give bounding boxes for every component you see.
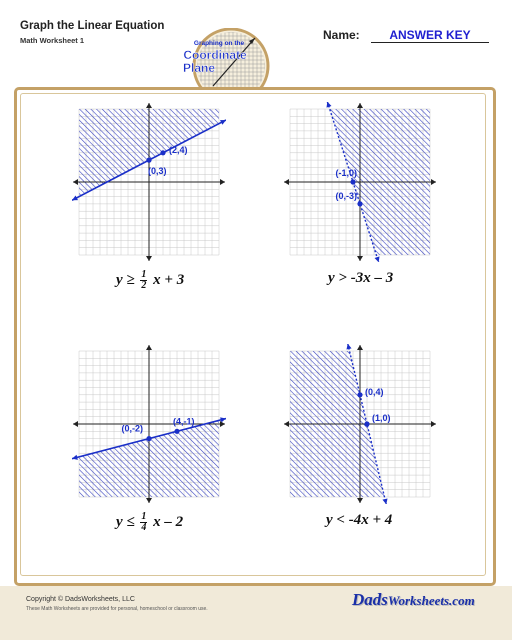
axis-arrow <box>357 256 363 261</box>
line-arrow <box>326 102 331 108</box>
axis-arrow <box>357 103 363 108</box>
equation-rhs: x – 2 <box>153 513 184 530</box>
plotted-point <box>160 150 165 155</box>
logo-line1: Graphing on the <box>193 40 245 47</box>
axis-arrow <box>431 179 436 185</box>
equation-lhs: y ≥ <box>116 271 135 288</box>
equation-fraction <box>140 270 147 291</box>
axis-arrow <box>284 421 289 427</box>
fraction-denominator: 4 <box>141 522 147 533</box>
axis-arrow <box>284 179 289 185</box>
usage-note: These Math Worksheets are provided for personal, homeschool or classroom use. <box>26 606 208 612</box>
axis-arrow <box>220 421 225 427</box>
point-label: (0,4) <box>365 386 384 397</box>
equation-problem-3 <box>116 512 183 533</box>
fraction-denominator: 2 <box>141 280 147 291</box>
logo-line3: Plane <box>182 61 216 75</box>
point-label: (1,0) <box>372 413 391 423</box>
equation-problem-2: y > -3x – 3 <box>328 270 394 286</box>
equation-problem-4: y < -4x + 4 <box>326 512 393 528</box>
axis-arrow <box>146 256 152 261</box>
equation-lhs: y ≤ <box>116 513 135 530</box>
point-label: (0,-2) <box>121 423 143 434</box>
plotted-point <box>357 201 362 206</box>
plotted-point <box>174 429 179 434</box>
axis-arrow <box>73 421 78 427</box>
fraction-numerator: 1 <box>141 511 147 522</box>
name-value: ANSWER KEY <box>371 28 489 43</box>
axis-arrow <box>73 179 78 185</box>
graph-problem-4 <box>283 344 437 504</box>
point-label: (0,-3) <box>335 190 357 201</box>
axis-arrow <box>357 498 363 503</box>
worksheet-subtitle: Math Worksheet 1 <box>20 36 85 45</box>
line-arrow <box>382 498 387 504</box>
plotted-point <box>364 421 369 426</box>
brand-first: Dads <box>352 590 388 609</box>
plotted-point <box>146 158 151 163</box>
copyright-text: Copyright © DadsWorksheets, LLC <box>26 596 135 603</box>
point-label: (-1,0) <box>335 168 357 178</box>
graph-problem-2 <box>283 102 437 262</box>
fraction-numerator: 1 <box>141 269 147 280</box>
line-arrow <box>346 344 351 350</box>
axis-arrow <box>146 498 152 503</box>
name-label: Name: <box>323 28 360 42</box>
logo-line2: Coordinate <box>183 48 247 62</box>
plotted-point <box>146 436 151 441</box>
equation-fraction <box>140 512 147 533</box>
plotted-point <box>350 179 355 184</box>
point-label: (2,4) <box>169 144 188 155</box>
axis-arrow <box>146 345 152 350</box>
worksheet-title: Graph the Linear Equation <box>20 20 165 32</box>
name-field <box>323 28 493 44</box>
plotted-point <box>357 392 362 397</box>
axis-arrow <box>146 103 152 108</box>
axis-arrow <box>431 421 436 427</box>
brand-rest: Worksheets.com <box>387 593 475 608</box>
axis-arrow <box>220 179 225 185</box>
equation-rhs: x + 3 <box>153 271 185 288</box>
graph-problem-3 <box>72 344 226 504</box>
graph-problem-1 <box>72 102 226 262</box>
point-label: (4,-1) <box>173 416 195 427</box>
line-arrow <box>375 256 380 262</box>
point-label: (0,3) <box>148 166 167 177</box>
dadsworksheets-logo <box>352 590 492 612</box>
equation-problem-1 <box>116 270 184 291</box>
axis-arrow <box>357 345 363 350</box>
